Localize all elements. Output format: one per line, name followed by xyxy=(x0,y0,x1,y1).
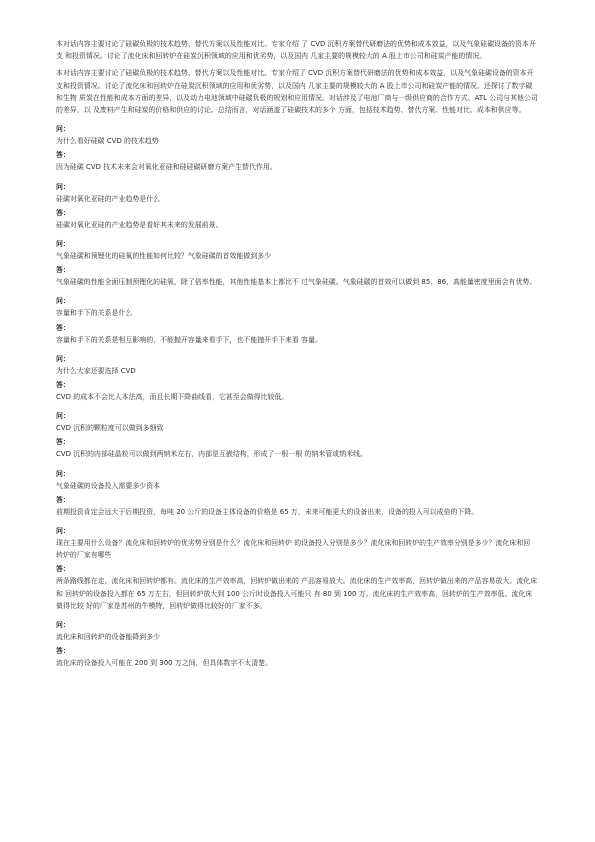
answer-label: 答： xyxy=(56,266,70,275)
question-label: 问： xyxy=(56,412,70,421)
answer-label: 答： xyxy=(56,208,70,217)
question-label: 问： xyxy=(56,182,70,191)
answer-text: 两条路线都在走，流化床和回转炉都有。流化床的生产效率高，回转炉做出来的 产品容易放大。流化床的生产效率高，回转炉做出来的产品容易放大。流化床和 回转炉的设备投入都在 65 万左右，但回转炉放大到 100 公斤时设备投入可能只 有 80 到 100 万。流化床的生产效率高，回转炉的生产效率低。流化床做得比较 好的厂家是苏州的牛模特，回转炉做得比较好的厂家不多。 xyxy=(56,577,538,610)
answer-text: 流化床的设备投入可能在 200 到 300 万之间，但具体数字不太清楚。 xyxy=(56,659,273,668)
answer-text: CVD 沉积的内部硅晶粒可以做到两纳米左右，内部是互嵌结构，形成了一根一根 的纳米管或纳米线。 xyxy=(56,450,367,459)
qa-item xyxy=(56,353,538,403)
question-text: 气象硅碳的设备投入需要多少资本 xyxy=(56,481,161,490)
question-text: 流化床和回转炉的设备能降到多少 xyxy=(56,633,161,642)
question-text: 气象硅碳和预锂化的硅氧的性能如何比较？气象硅碳的首效能做到多少 xyxy=(56,252,272,261)
answer-label: 答： xyxy=(56,438,70,447)
answer-label: 答： xyxy=(56,323,70,332)
question-label: 问： xyxy=(56,125,70,134)
answer-label: 答： xyxy=(56,381,70,390)
qa-item xyxy=(56,525,538,612)
answer-text: 气象硅碳的性能全面压制预锂化的硅氧，除了倍率性能，其他性能基本上都比不 过气象硅碳。气象硅碳的首效可以做到 85、86，高能量密度里面会有优势。 xyxy=(56,278,537,287)
qa-item xyxy=(56,123,538,173)
question-label: 问： xyxy=(56,527,70,536)
answer-label: 答： xyxy=(56,151,70,160)
qa-item xyxy=(56,468,538,518)
question-label: 问： xyxy=(56,240,70,249)
qa-item xyxy=(56,238,538,288)
question-text: 硅碳对氧化亚硅的产业趋势是什么 xyxy=(56,194,161,203)
qa-item xyxy=(56,619,538,669)
answer-label: 答： xyxy=(56,565,70,574)
question-text: CVD 沉积的颗粒度可以做到多细致 xyxy=(56,424,164,433)
intro-paragraph: 本对话内容主要讨论了硅碳负极的技术趋势、替代方案以及性能对比。专家介绍 了 CVD 沉积方案替代研磨法的优势和成本效益，以及气象硅碳设备的资本开支 和投资情况。讨论了流化床和回转炉在硅炭沉积领域的应用和优劣势，以及国内 几家主要的规模较大的 A 股上市公司和硅炭产能的情况。 xyxy=(56,40,536,61)
question-text: 现在主要用什么设备？流化床和回转炉的优劣势分别是什么？流化床和回转炉 的设备投入分别是多少？流化床和回转炉的生产效率分别是多少？流化床和回 转炉的厂家有哪些 xyxy=(56,539,531,560)
question-label: 问： xyxy=(56,354,70,363)
qa-item xyxy=(56,410,538,460)
question-label: 问： xyxy=(56,621,70,630)
question-label: 问： xyxy=(56,297,70,306)
answer-text: 硅碳对氧化亚硅的产业趋势是看好其未来的发展前景。 xyxy=(56,220,223,229)
document-page xyxy=(56,38,538,669)
question-text: 容量和手下的关系是什么 xyxy=(56,309,133,318)
question-text: 为什么大家还要选择 CVD xyxy=(56,366,136,375)
answer-label: 答： xyxy=(56,647,70,656)
question-label: 问： xyxy=(56,469,70,478)
answer-label: 答： xyxy=(56,495,70,504)
qa-item xyxy=(56,181,538,231)
answer-text: 前期投资肯定会远大于后期投资，每吨 20 公斤的设备主体设备的价格是 65 万，未来可能更大的设备出来，设备的投入可以成倍的下降。 xyxy=(56,507,479,516)
answer-text: 因为硅碳 CVD 技术未来会对氧化亚硅和硅硅碳研磨方案产生替代作用。 xyxy=(56,163,277,172)
question-text: 为什么看好硅碳 CVD 的技术趋势 xyxy=(56,137,159,146)
intro-paragraph: 本对话内容主要讨论了硅碳负极的技术趋势、替代方案以及性能对比。专家介绍了 CVD 沉积方案替代研磨法的优势和成本效益，以及气象硅碳设备的资本开支和投资情况。讨论了流化床和回转炉在硅炭沉积领域的应用和优劣势，以及国内 几家主要的规模较大的 A 股上市公司和硅炭产能的情况。还探讨了数字碳和生物 质炭在性能和成本方面的差异，以及动力电池领域中硅碳负极的规划和应用情况。对话涉及了电池厂商与一级供应商的合作方式、ATL 公司与其他公司的差异，以 及废料产生和硅炭的价格和供应的讨论。总结而言，对话涵盖了硅碳技术的多个 方面，包括技术趋势、替代方案、性能对比、成本和供应等。 xyxy=(56,69,538,115)
answer-text: 容量和手下的关系是相互影响的，不能抛开容量来看手下，也不能抛开手下来看 容量。 xyxy=(56,335,322,344)
qa-item xyxy=(56,295,538,345)
answer-text: CVD 的成本不会比人本法高，而且长期下降曲线看，它甚至会做得比较低。 xyxy=(56,393,289,402)
